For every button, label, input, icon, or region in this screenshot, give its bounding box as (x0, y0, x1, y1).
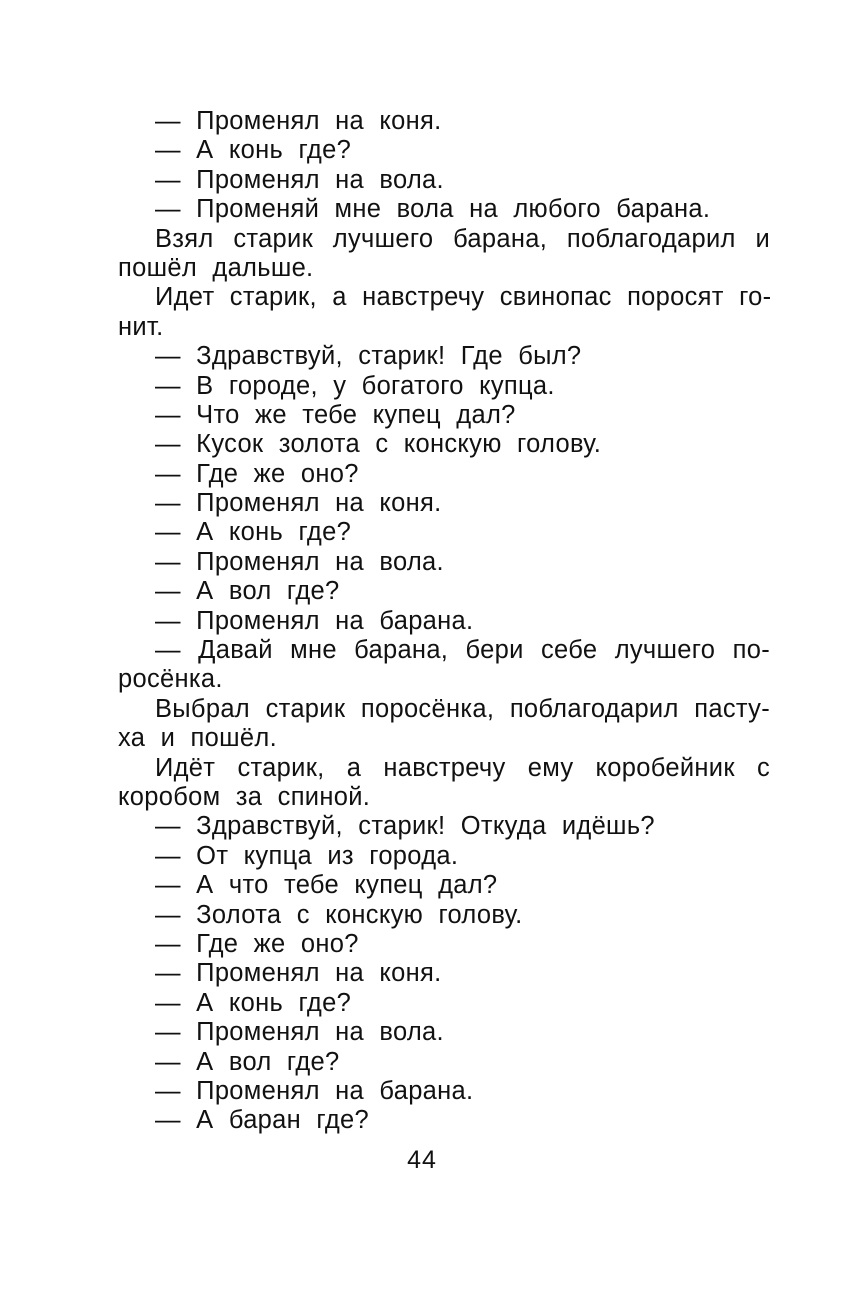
text-line: — Променял на коня. (155, 489, 442, 518)
text-line: — Променял на вола. (155, 1018, 444, 1047)
text-line: — Променяй мне вола на любого барана. (155, 195, 711, 224)
text-line: росёнка. (118, 665, 223, 694)
text-line: — А вол где? (155, 1047, 340, 1076)
text-line: — Кусок золота с конскую голову. (155, 430, 602, 459)
text-line: — Давай мне барана, бери себе лучшего по- (155, 636, 770, 665)
text-line: — Променял на вола. (155, 165, 444, 194)
page-body (118, 107, 770, 1136)
text-line: — А конь где? (155, 518, 352, 547)
text-line: — А баран где? (155, 1106, 370, 1135)
text-line: — Променял на коня. (155, 959, 442, 988)
text-line: — А конь где? (155, 988, 352, 1017)
text-line: — А что тебе купец дал? (155, 871, 498, 900)
text-line: пошёл дальше. (118, 253, 314, 282)
text-line: — Променял на барана. (155, 1076, 474, 1105)
text-line: нит. (118, 312, 164, 341)
text-line: — Променял на вола. (155, 547, 444, 576)
text-line: — А конь где? (155, 136, 352, 165)
text-line: — А вол где? (155, 577, 340, 606)
text-line: Идет старик, а навстречу свинопас поросят го- (155, 283, 772, 312)
text-line: Взял старик лучшего барана, поблагодарил и (155, 224, 770, 253)
text-line: — Где же оно? (155, 929, 359, 958)
text-line: — Здравствуй, старик! Откуда идёшь? (155, 812, 655, 841)
text-line: — Что же тебе купец дал? (155, 400, 516, 429)
text-line: Идёт старик, а навстречу ему коробейник с (155, 753, 770, 782)
text-line: Выбрал старик поросёнка, поблагодарил пасту- (155, 694, 770, 723)
text-line: — В городе, у богатого купца. (155, 371, 555, 400)
text-line: — Где же оно? (155, 459, 359, 488)
text-line: — Променял на коня. (155, 107, 442, 135)
text-line: ха и пошёл. (118, 724, 277, 753)
text-line: — От купца из города. (155, 841, 459, 870)
page-number: 44 (407, 1146, 437, 1174)
text-line: — Здравствуй, старик! Где был? (155, 342, 582, 371)
text-line: коробом за спиной. (118, 782, 371, 811)
text-line: — Золота с конскую голову. (155, 900, 523, 929)
text-line: — Променял на барана. (155, 606, 474, 635)
